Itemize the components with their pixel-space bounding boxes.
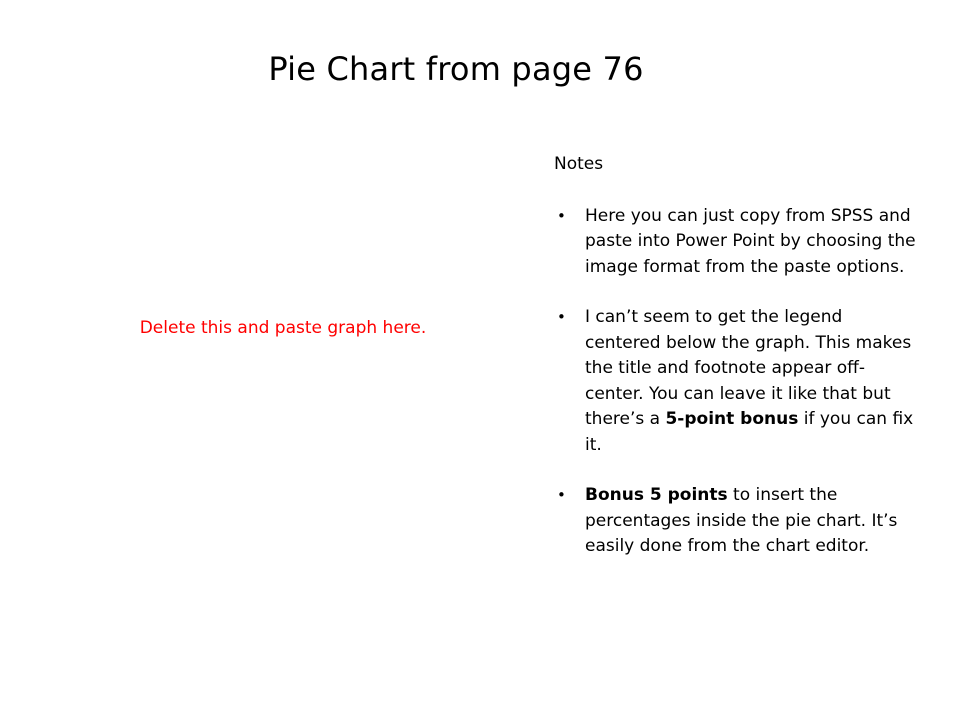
slide-title: Pie Chart from page 76 — [268, 50, 644, 88]
bullet-dot-icon: • — [557, 486, 566, 504]
note-bullet-3 — [554, 483, 920, 560]
note-text: if you can fix it. — [585, 409, 914, 455]
note-text: to insert the percentages inside the pie chart. It’s easily done from the chart editor. — [585, 485, 898, 556]
note-bullet-2 — [554, 305, 920, 458]
bullet-dot-icon: • — [557, 308, 566, 326]
bullet-dot-icon: • — [557, 206, 566, 225]
notes-heading: Notes — [554, 154, 604, 174]
note-bullet-1 — [554, 204, 920, 281]
graph-placeholder-text: Delete this and paste graph here. — [139, 318, 427, 338]
notes-bullet-list — [554, 204, 920, 560]
note-bold-text: Bonus 5 points — [585, 485, 728, 505]
note-bold-text: 5-point bonus — [665, 409, 799, 429]
note-text: Here you can just copy from SPSS and paste into Power Point by choosing the image format from the paste options. — [585, 205, 916, 277]
notes-panel — [554, 152, 920, 585]
note-text: I can’t seem to get the legend centered below the graph. This makes the title and footnote appear off-center. You can leave it like that but there’s a — [585, 307, 912, 429]
